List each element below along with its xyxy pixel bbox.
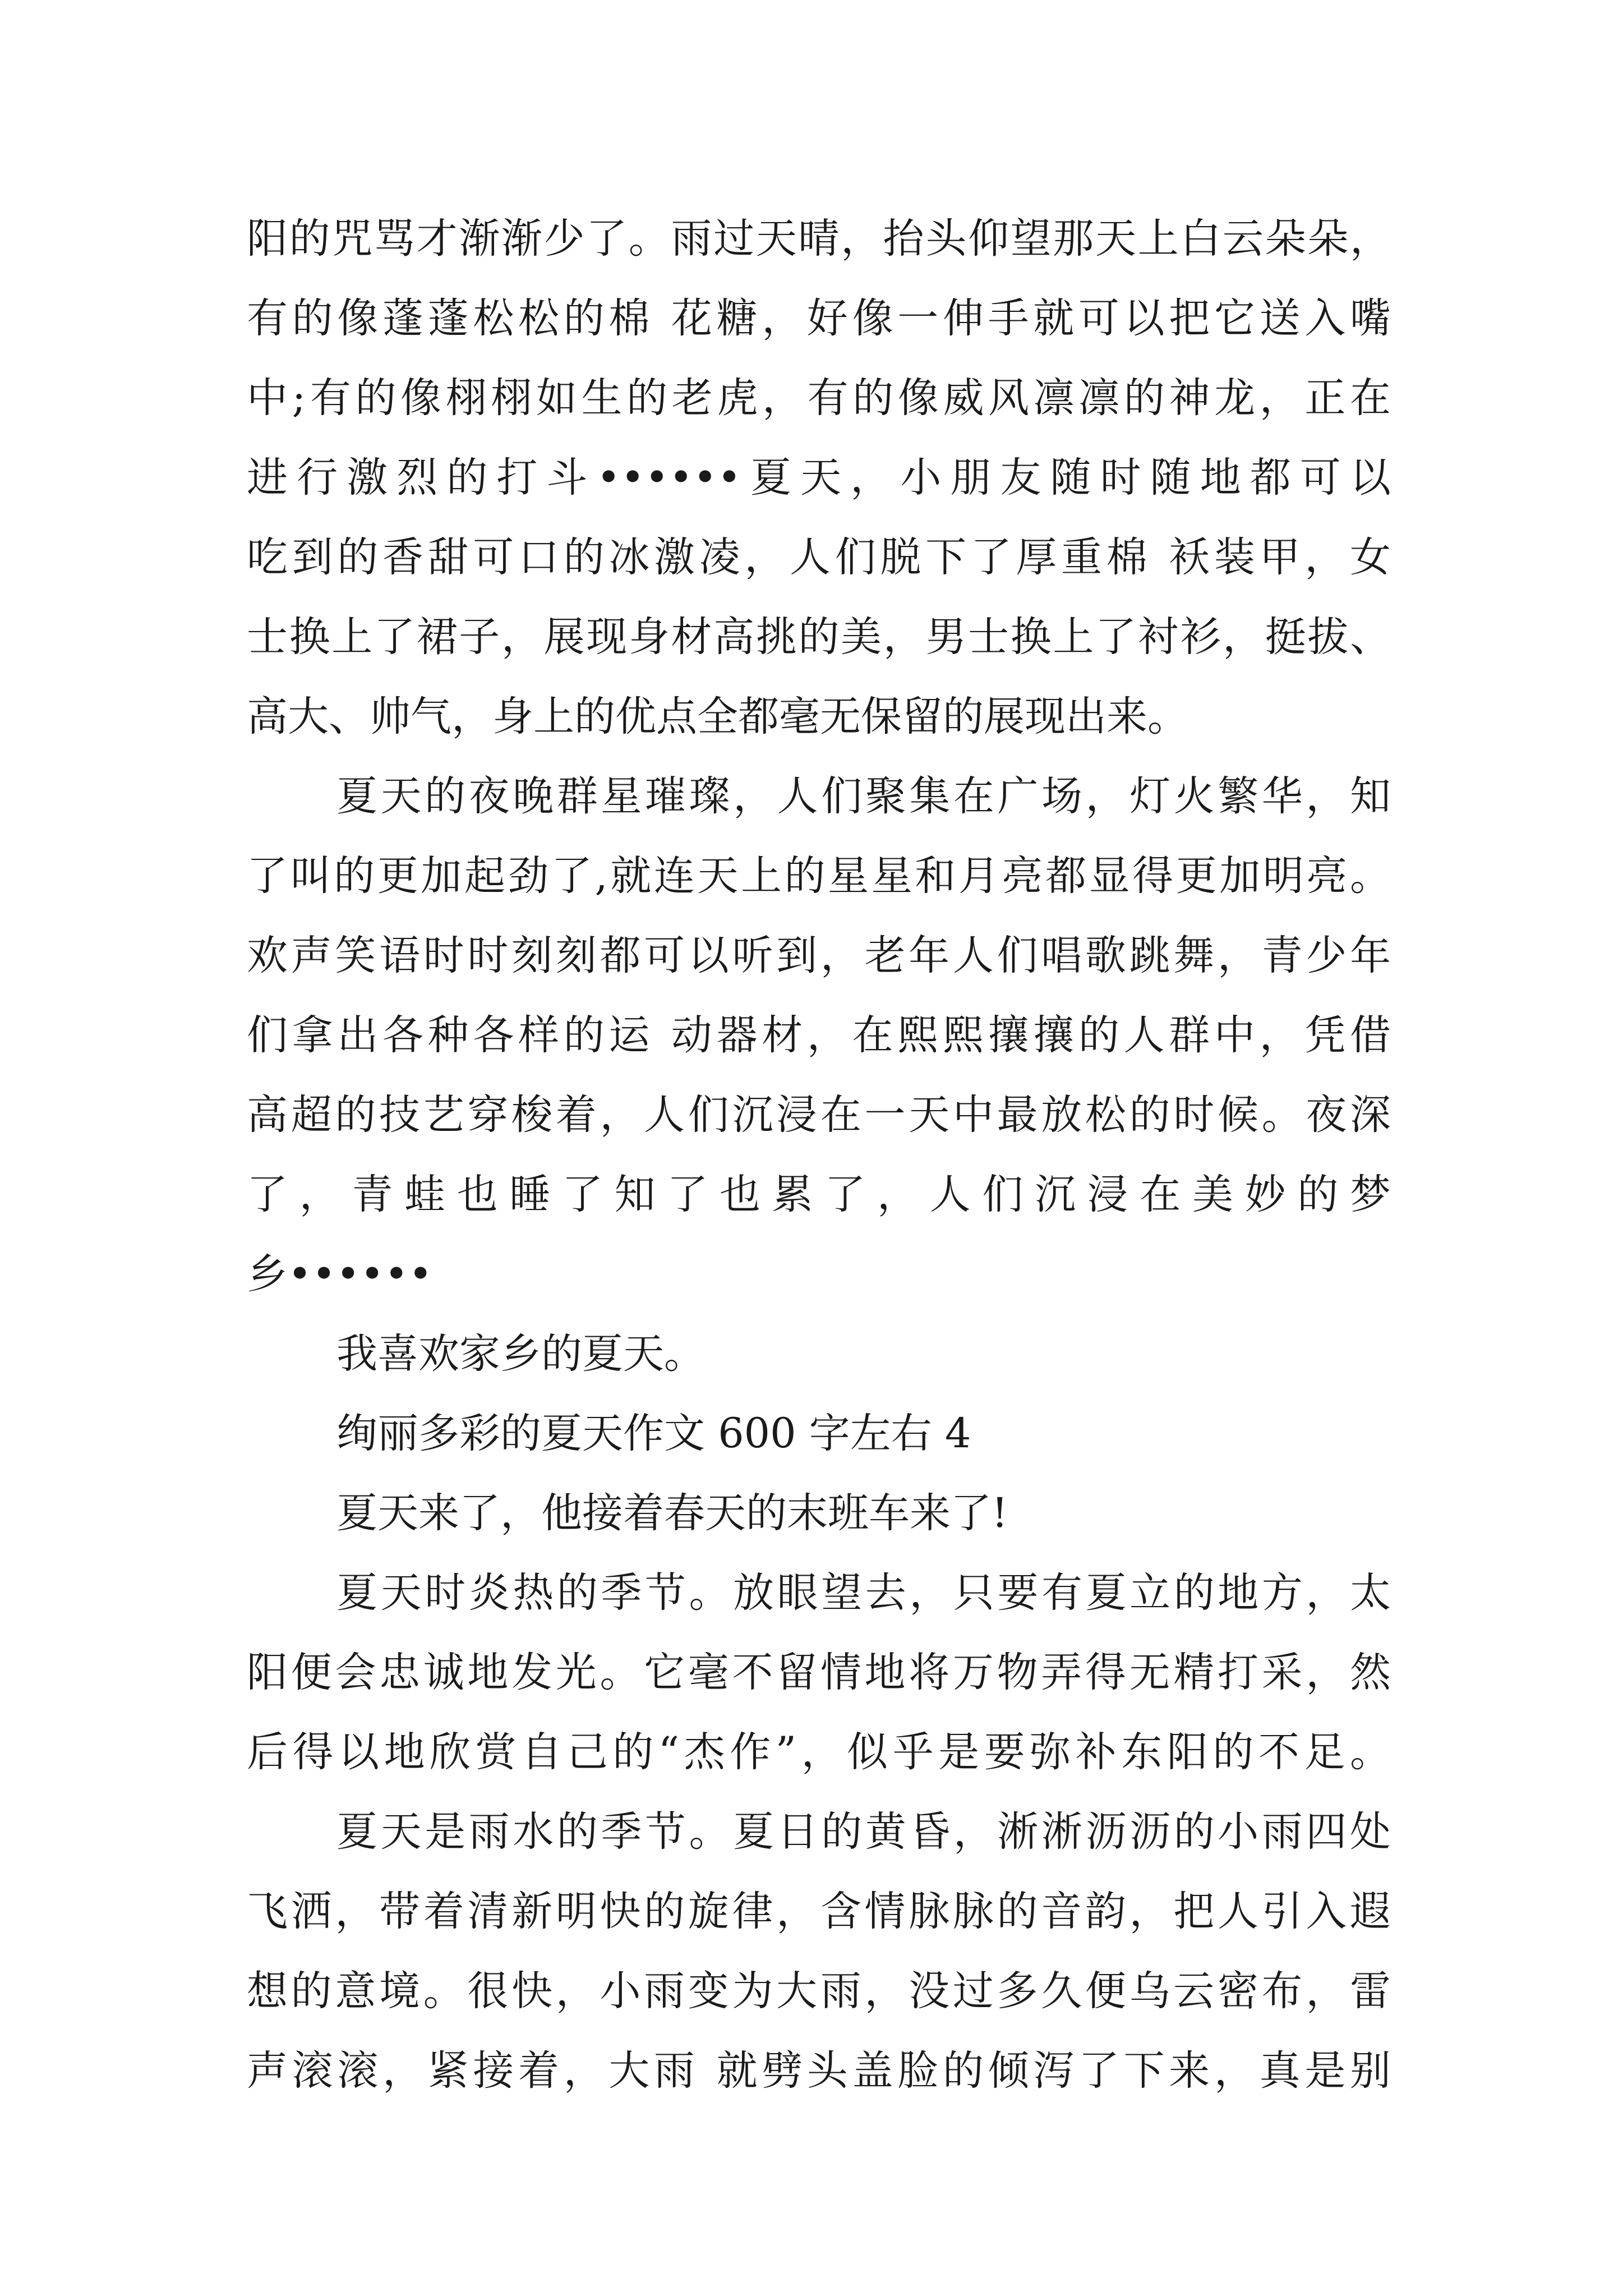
essay-title-line: 绚丽多彩的夏天作文 600 字左右 4 xyxy=(336,1410,971,1457)
paragraph-line: 夏天来了，他接着春天的末班车来了! xyxy=(336,1489,1008,1537)
text-line: 后得以地欣赏自己的“杰作”，似乎是要弥补东阳的不足。 xyxy=(247,1728,1391,1776)
text-line: 欢声笑语时时刻刻都可以听到，老年人们唱歌跳舞，青少年 xyxy=(247,932,1391,979)
text-line: 有的像蓬蓬松松的棉 花糖，好像一伸手就可以把它送入嘴 xyxy=(247,295,1391,342)
text-line: 们拿出各种各样的运 动器材，在熙熙攘攘的人群中，凭借 xyxy=(247,1011,1391,1059)
text-line: 乡•••••• xyxy=(247,1250,433,1298)
text-line: 想的意境。很快，小雨变为大雨，没过多久便乌云密布，雷 xyxy=(247,1967,1391,2015)
text-line: 飞洒，带着清新明快的旋律，含情脉脉的音韵，把人引入遐 xyxy=(247,1888,1391,1935)
paragraph-line: 我喜欢家乡的夏天。 xyxy=(336,1330,705,1378)
text-line: 进行激烈的打斗••••••夏天，小朋友随时随地都可以 xyxy=(247,454,1391,501)
text-line: 高大、帅气，身上的优点全都毫无保留的展现出来。 xyxy=(247,693,1188,740)
text-line: 声滚滚，紧接着，大雨 就劈头盖脸的倾泻了下来，真是别 xyxy=(247,2047,1391,2095)
text-line: 中;有的像栩栩如生的老虎，有的像威风凛凛的神龙，正在 xyxy=(247,374,1391,422)
paragraph-first-line: 夏天的夜晚群星璀璨，人们聚集在广场，灯火繁华，知 xyxy=(336,772,1391,820)
paragraph-first-line: 夏天时炎热的季节。放眼望去，只要有夏立的地方，太 xyxy=(336,1569,1391,1617)
text-line: 了叫的更加起劲了,就连天上的星星和月亮都显得更加明亮。 xyxy=(247,852,1391,900)
text-line: 阳的咒骂才渐渐少了。雨过天晴，抬头仰望那天上白云朵朵， xyxy=(247,215,1391,263)
text-line: 高超的技艺穿梭着，人们沉浸在一天中最放松的时候。夜深 xyxy=(247,1091,1391,1139)
text-line: 了，青蛙也睡了知了也累了，人们沉浸在美妙的梦 xyxy=(247,1171,1391,1218)
text-line: 阳便会忠诚地发光。它毫不留情地将万物弄得无精打采，然 xyxy=(247,1649,1391,1696)
text-line: 士换上了裙子，展现身材高挑的美，男士换上了衬衫，挺拔、 xyxy=(247,613,1391,661)
paragraph-first-line: 夏天是雨水的季节。夏日的黄昏，淅淅沥沥的小雨四处 xyxy=(336,1808,1391,1856)
text-line: 吃到的香甜可口的冰激凌，人们脱下了厚重棉 袄装甲，女 xyxy=(247,533,1391,581)
